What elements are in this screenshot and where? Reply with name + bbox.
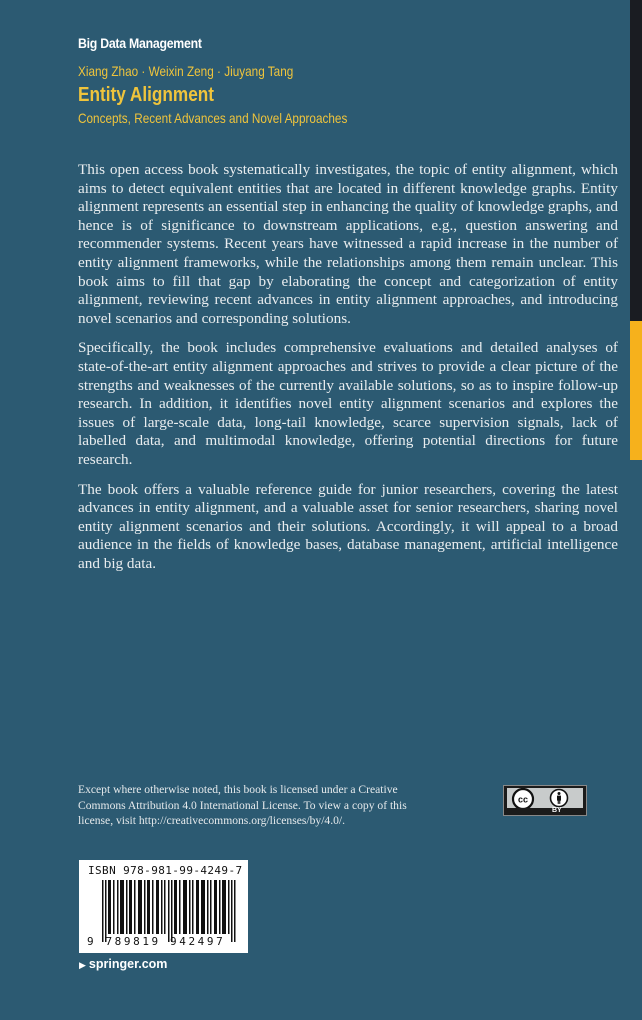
spine-dark-strip [630,0,642,321]
blurb [78,161,618,584]
isbn-label: ISBN 978-981-99-4249-7 [88,864,243,877]
springer-link[interactable] [79,957,167,971]
barcode-bars [102,880,238,942]
springer-website: springer.com [88,957,168,971]
license-text: Except where otherwise noted, this book is licensed under a Creative Commons Attribution 4.0 International License. To view a copy of this license, visit http://creativecommons.org/licenses/by/4.0/. [78,783,407,827]
attribution-person-icon [551,790,568,807]
blurb-paragraph: The book offers a valuable reference guide for junior researchers, covering the latest advances in entity alignment, and a valuable asset for senior researchers, sharing novel entity alignment scenarios and their solutions. Accordingly, it will appeal to a broad audience in the fields of knowledge bases, database management, artificial intelligence and big data. [78,480,618,572]
barcode-digits: 9 789819 942497 [87,935,226,948]
cc-icon [513,789,533,808]
spine-yellow-tab [630,321,642,460]
cc-by-label: BY [552,807,562,814]
play-arrow-icon: ▶ [79,960,86,970]
svg-text:cc: cc [517,794,529,805]
cc-by-badge[interactable] [503,785,587,816]
blurb-paragraph: Specifically, the book includes comprehensive evaluations and detailed analyses of state-of-the-art entity alignment approaches and strives to provide a clear picture of the strengths and weaknesses of the currently available solutions, so as to inspire follow-up research. In addition, it identifies novel entity alignment scenarios and explores the issues of large-scale data, long-tail knowledge, scarce supervision signals, lack of labelled data, and multimodal knowledge, offering potential directions for future research. [78,339,618,468]
book-subtitle: Concepts, Recent Advances and Novel Approaches [78,110,348,126]
series-name: Big Data Management [78,35,202,51]
book-title: Entity Alignment [78,84,215,106]
cc-badge-top [507,788,583,808]
blurb-paragraph: This open access book systematically investigates, the topic of entity alignment, which aims to detect equivalent entities that are located in different knowledge graphs. Entity alignment represents an essential step in enhancing the quality of knowledge graphs, and hence is of significance to downstream applications, e.g., question answering and recommender systems. Recent years have witnessed a rapid increase in the number of entity alignment frameworks, while the relationships among them remain unclear. This book aims to fill that gap by elaborating the concept and categorization of entity alignment, reviewing recent advances in entity alignment approaches, and introducing novel scenarios and corresponding solutions. [78,161,618,327]
authors: Xiang Zhao · Weixin Zeng · Jiuyang Tang [78,63,294,79]
isbn-barcode [79,860,248,953]
